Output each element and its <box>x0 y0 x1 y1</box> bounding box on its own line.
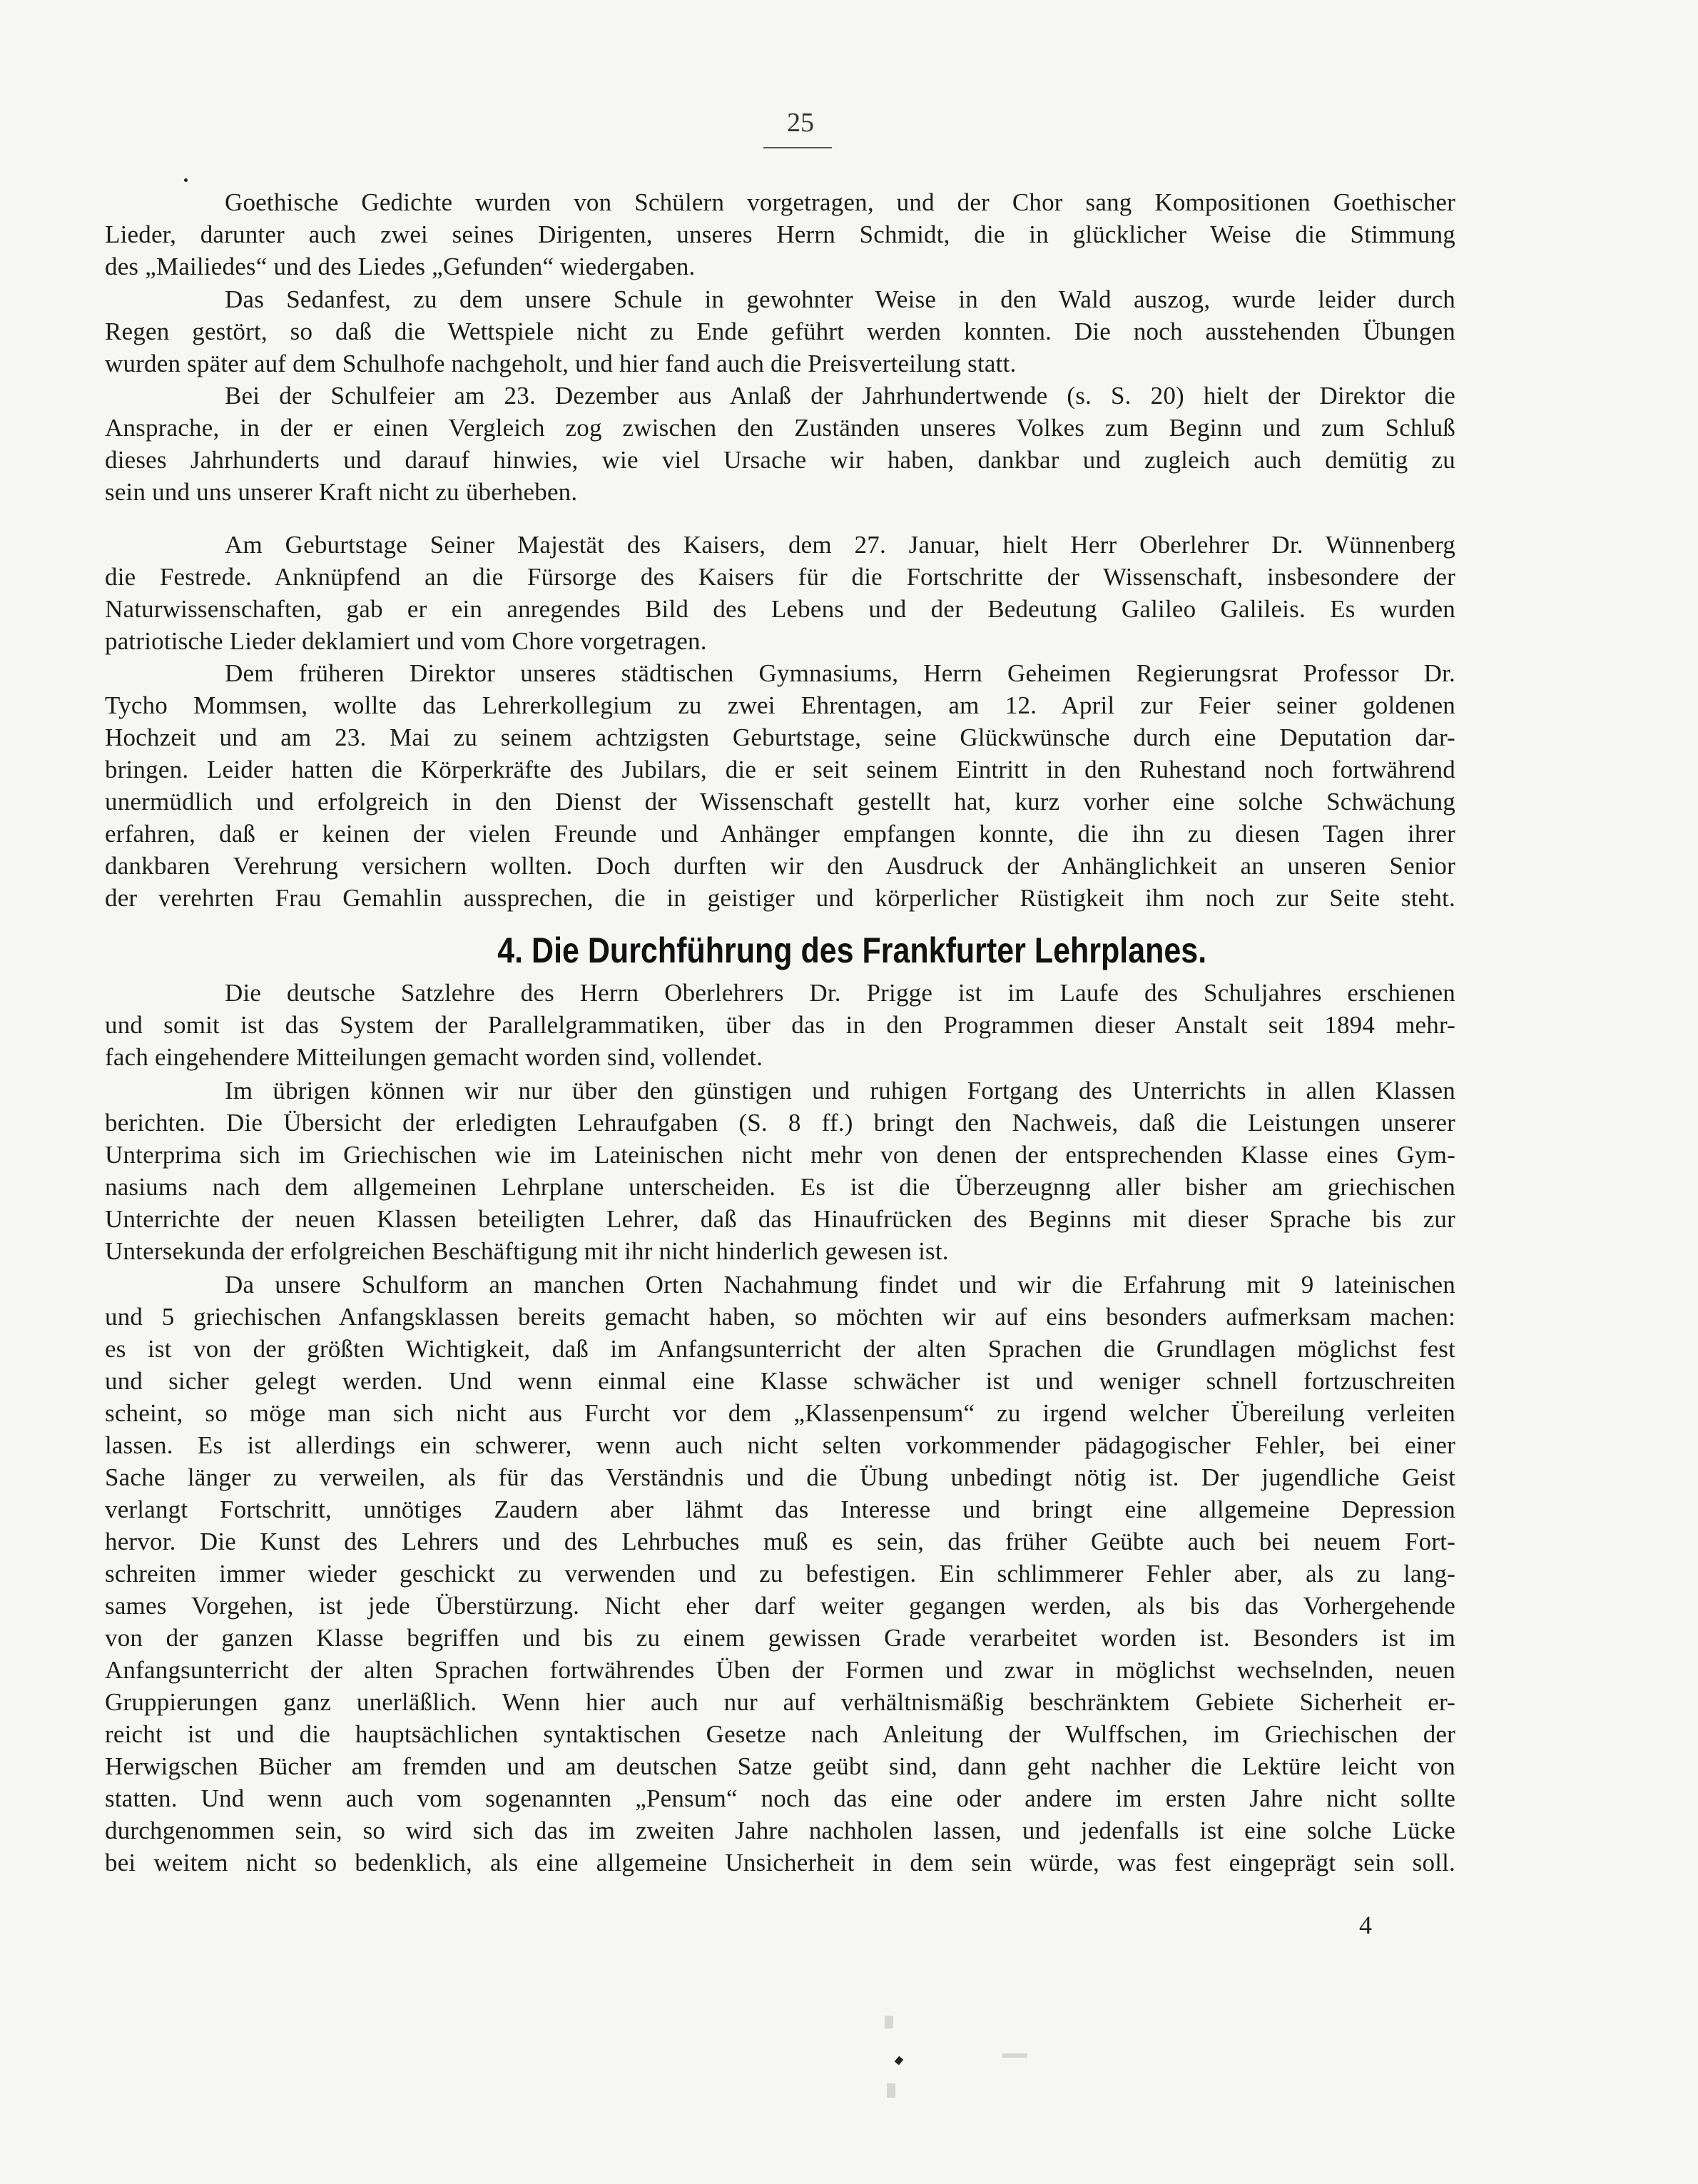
print-speck <box>184 178 188 182</box>
text-line: dankbaren Verehrung versichern wollten. Doch durften wir den Ausdruck der Anhänglichkeit an unseren Senior <box>105 852 1455 880</box>
text-line: Anfangsunterricht der alten Sprachen fortwährendes Üben der Formen und zwar in möglichst wechselnden, neuen <box>105 1656 1455 1684</box>
text-line: verlangt Fortschritt, unnötiges Zaudern aber lähmt das Interesse und bringt eine allgemeine Depression <box>105 1495 1455 1523</box>
text-line: Ansprache, in der er einen Vergleich zog zwischen den Zuständen unseres Volkes zum Beginn und zum Schluß <box>105 414 1455 442</box>
text-line: Untersekunda der erfolgreichen Beschäftigung mit ihr nicht hinderlich gewesen ist. <box>105 1237 949 1265</box>
text-line: durchgenommen sein, so wird sich das im zweiten Jahre nachholen lassen, und jedenfalls ist eine solche Lücke <box>105 1817 1455 1844</box>
text-line: der verehrten Frau Gemahlin aussprechen, die in geistiger und körperlicher Rüstigkeit ihm noch zur Seite steht. <box>105 884 1455 912</box>
text-line: Hochzeit und am 23. Mai zu seinem achtzigsten Geburtstage, seine Glückwünsche durch eine Deputation dar- <box>105 723 1455 751</box>
text-line: reicht ist und die hauptsächlichen syntaktischen Gesetze nach Anleitung der Wulffschen, im Griechischen der <box>105 1720 1455 1748</box>
section-heading: 4. Die Durchführung des Frankfurter Lehrplanes. <box>497 930 1207 970</box>
scan-artifact <box>895 2056 904 2066</box>
text-line: sames Vorgehen, ist jede Überstürzung. Nicht eher darf weiter gegangen werden, als bis das Vorhergehende <box>105 1592 1455 1620</box>
text-line: berichten. Die Übersicht der erledigten Lehraufgaben (S. 8 ff.) bringt den Nachweis, daß die Leistungen unserer <box>105 1109 1455 1137</box>
text-line: Tycho Mommsen, wollte das Lehrerkollegium zu zwei Ehrentagen, am 12. April zur Feier seiner goldenen <box>105 691 1455 719</box>
text-line: unermüdlich und erfolgreich in den Dienst der Wissenschaft gestellt hat, kurz vorher eine solche Schwächung <box>105 788 1455 816</box>
text-line: Herwigschen Bücher am fremden und am deutschen Satze geübt sind, dann geht nachher die Lektüre leicht von <box>105 1752 1455 1780</box>
text-line: bringen. Leider hatten die Körperkräfte des Jubilars, die er seit seinem Eintritt in den Ruhestand noch fortwährend <box>105 756 1455 783</box>
text-line: Am Geburtstage Seiner Majestät des Kaisers, dem 27. Januar, hielt Herr Oberlehrer Dr. Wünnenberg <box>225 531 1455 559</box>
text-line: Unterrichte der neuen Klassen beteiligten Lehrer, daß das Hinaufrücken des Beginns mit dieser Sprache bis zur <box>105 1205 1455 1233</box>
page-number-rule <box>763 147 832 148</box>
text-line: Dem früheren Direktor unseres städtischen Gymnasiums, Herrn Geheimen Regierungsrat Professor Dr. <box>225 659 1455 687</box>
text-line: Regen gestört, so daß die Wettspiele nicht zu Ende geführt werden konnten. Die noch ausstehenden Übungen <box>105 318 1455 345</box>
text-line: Das Sedanfest, zu dem unsere Schule in gewohnter Weise in den Wald auszog, wurde leider durch <box>225 285 1455 313</box>
text-line: Bei der Schulfeier am 23. Dezember aus Anlaß der Jahrhundertwende (s. S. 20) hielt der Direktor die <box>225 382 1455 410</box>
text-line: und sicher gelegt werden. Und wenn einmal eine Klasse schwächer ist und weniger schnell fortzuschreiten <box>105 1367 1455 1395</box>
text-line: des „Mailiedes“ und des Liedes „Gefunden“ wiedergaben. <box>105 253 696 280</box>
text-line: wurden später auf dem Schulhofe nachgeholt, und hier fand auch die Preisverteilung statt. <box>105 350 1017 377</box>
text-line: Sache länger zu verweilen, als für das Verständnis und die Übung unbedingt nötig ist. Der jugendliche Geist <box>105 1463 1455 1491</box>
text-line: nasiums nach dem allgemeinen Lehrplane unterscheiden. Es ist die Überzeugnng aller bisher am griechischen <box>105 1173 1455 1201</box>
text-line: sein und uns unserer Kraft nicht zu überheben. <box>105 478 578 506</box>
printer-signature-mark: 4 <box>1359 1911 1372 1939</box>
text-line: Lieder, darunter auch zwei seines Dirigenten, unseres Herrn Schmidt, die in glücklicher Weise die Stimmung <box>105 220 1455 248</box>
text-line: lassen. Es ist allerdings ein schwerer, wenn auch nicht selten vorkommender pädagogischer Fehler, bei einer <box>105 1431 1455 1459</box>
text-line: Goethische Gedichte wurden von Schülern vorgetragen, und der Chor sang Kompositionen Goethischer <box>225 188 1455 216</box>
text-line: die Festrede. Anknüpfend an die Fürsorge des Kaisers für die Fortschritte der Wissenschaft, insbesondere der <box>105 563 1455 591</box>
text-line: es ist von der größten Wichtigkeit, daß im Anfangsunterricht der alten Sprachen die Grundlagen möglichst fest <box>105 1335 1455 1363</box>
text-line: und 5 griechischen Anfangsklassen bereits gemacht haben, so möchten wir auf eins besonders aufmerksam machen: <box>105 1303 1455 1331</box>
text-line: Unterprima sich im Griechischen wie im Lateinischen nicht mehr von denen der entsprechenden Klasse eines Gym- <box>105 1141 1455 1169</box>
scan-artifact <box>885 2016 893 2028</box>
text-line: patriotische Lieder deklamiert und vom Chore vorgetragen. <box>105 627 707 655</box>
text-line: hervor. Die Kunst des Lehrers und des Lehrbuches muß es sein, das früher Geübte auch bei neuem Fort- <box>105 1528 1455 1555</box>
text-line: von der ganzen Klasse begriffen und bis zu einem gewissen Grade verarbeitet worden ist. Besonders ist im <box>105 1624 1455 1652</box>
text-line: bei weitem nicht so bedenklich, als eine allgemeine Unsicherheit in dem sein würde, was fest eingeprägt sein soll. <box>105 1849 1455 1876</box>
text-line: Die deutsche Satzlehre des Herrn Oberlehrers Dr. Prigge ist im Laufe des Schuljahres erschienen <box>225 979 1455 1007</box>
text-line: Gruppierungen ganz unerläßlich. Wenn hier auch nur auf verhältnismäßig beschränktem Gebiete Sicherheit er- <box>105 1688 1455 1716</box>
text-line: Naturwissenschaften, gab er ein anregendes Bild des Lebens und der Bedeutung Galileo Galileis. Es wurden <box>105 595 1455 623</box>
text-line: statten. Und wenn auch vom sogenannten „Pensum“ noch das eine oder andere im ersten Jahre nicht sollte <box>105 1784 1455 1812</box>
text-line: erfahren, daß er keinen der vielen Freunde und Anhänger empfangen konnte, die ihn zu diesen Tagen ihrer <box>105 820 1455 848</box>
scan-artifact <box>1002 2053 1027 2058</box>
text-line: schreiten immer wieder geschickt zu verwenden und zu befestigen. Ein schlimmerer Fehler aber, als zu lang- <box>105 1560 1455 1588</box>
text-line: Da unsere Schulform an manchen Orten Nachahmung findet und wir die Erfahrung mit 9 lateinischen <box>225 1271 1455 1299</box>
page-number: 25 <box>787 108 814 138</box>
text-line: und somit ist das System der Parallelgrammatiken, über das in den Programmen dieser Anstalt seit 1894 mehr- <box>105 1011 1455 1039</box>
text-line: Im übrigen können wir nur über den günstigen und ruhigen Fortgang des Unterrichts in allen Klassen <box>225 1077 1455 1104</box>
text-line: scheint, so möge man sich nicht aus Furcht vor dem „Klassenpensum“ zu irgend welcher Übereilung verleiten <box>105 1399 1455 1427</box>
text-line: fach eingehendere Mitteilungen gemacht worden sind, vollendet. <box>105 1043 763 1071</box>
scan-artifact <box>887 2083 895 2098</box>
text-line: dieses Jahrhunderts und darauf hinwies, wie viel Ursache wir haben, dankbar und zugleich auch demütig zu <box>105 446 1455 474</box>
